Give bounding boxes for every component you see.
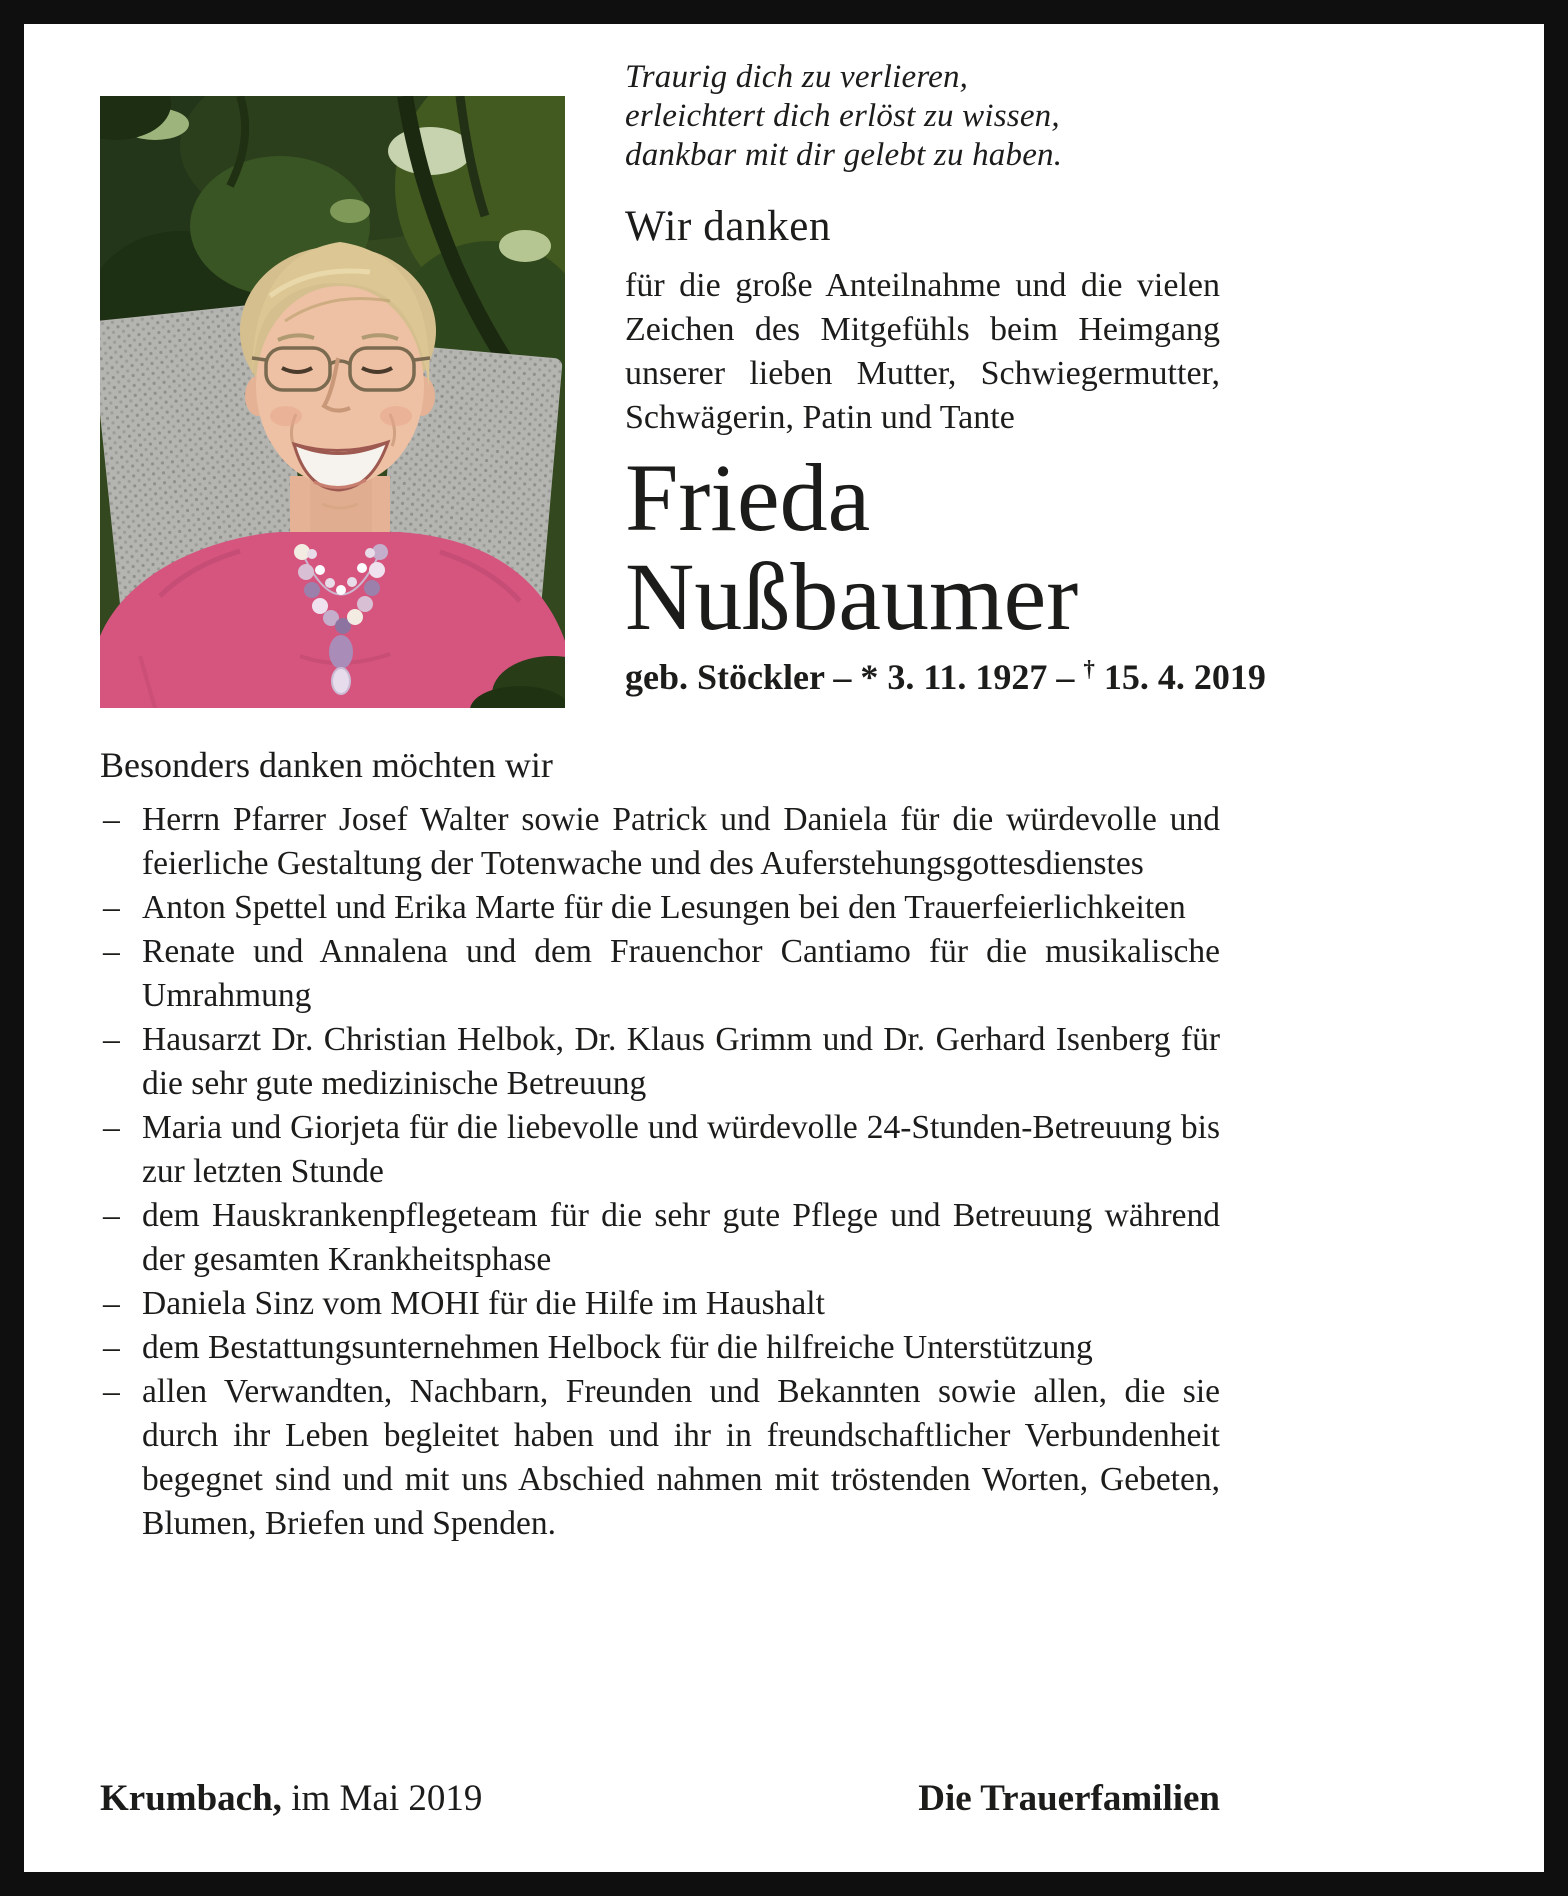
thanks-heading: Wir danken <box>625 203 832 250</box>
list-dash: – <box>103 1021 120 1058</box>
list-item-text: allen Verwandten, Nachbarn, Freunden und Bekannten sowie allen, die sie durch ihr Leben begleitet haben und ihr in freundschaftlicher Verbundenheit begegnet sind und mit uns Abschied nahmen mit tröstenden Worten, Gebeten, Blumen, Briefen und Spenden. <box>142 1373 1220 1542</box>
list-item-text: Renate und Annalena und dem Frauenchor Cantiamo für die musikalische Umrahmung <box>142 933 1220 1014</box>
list-item-text: dem Hauskrankenpflegeteam für die sehr gute Pflege und Betreuung während der gesamten Krankheitsphase <box>142 1197 1220 1278</box>
list-item <box>100 1194 1220 1282</box>
list-item <box>100 886 1220 930</box>
list-item-text: Daniela Sinz vom MOHI für die Hilfe im Haushalt <box>142 1285 825 1322</box>
special-thanks-list <box>100 798 1220 1546</box>
footer-date: im Mai 2019 <box>281 1778 483 1819</box>
verse-line: Traurig dich zu verlieren, <box>625 59 969 95</box>
death-date: 15. 4. 2019 <box>1094 657 1266 697</box>
list-item <box>100 930 1220 1018</box>
page-content <box>24 24 1544 1872</box>
place-and-date <box>100 1777 482 1820</box>
list-dash: – <box>103 801 120 838</box>
footer-place: Krumbach, <box>100 1778 282 1819</box>
list-dash: – <box>103 1197 120 1234</box>
intro-column <box>625 58 1266 698</box>
list-item-text: Hausarzt Dr. Christian Helbok, Dr. Klaus Grimm und Dr. Gerhard Isenberg für die sehr gute medizinische Betreuung <box>142 1021 1220 1102</box>
verse-line: dankbar mit dir gelebt zu haben. <box>625 137 1063 173</box>
verse-line: erleichtert dich erlöst zu wissen, <box>625 98 1060 134</box>
list-item <box>100 1370 1220 1546</box>
list-dash: – <box>103 1285 120 1322</box>
footer <box>100 1777 1220 1820</box>
list-item <box>100 1018 1220 1106</box>
list-item-text: Anton Spettel und Erika Marte für die Lesungen bei den Trauerfeierlichkeiten <box>142 889 1186 926</box>
list-dash: – <box>103 1373 120 1410</box>
header-section <box>100 58 1266 708</box>
list-dash: – <box>103 1329 120 1366</box>
list-dash: – <box>103 1109 120 1146</box>
list-item <box>100 1326 1220 1370</box>
list-item-text: Maria und Giorjeta für die liebevolle und würdevolle 24-Stunden-Betreuung bis zur letzten Stunde <box>142 1109 1220 1190</box>
list-item-text: dem Bestattungsunternehmen Helbock für die hilfreiche Unterstützung <box>142 1329 1093 1366</box>
list-dash: – <box>103 889 120 926</box>
birth-info: geb. Stöckler – * 3. 11. 1927 – <box>625 657 1084 697</box>
list-item <box>100 798 1220 886</box>
list-item-text: Herrn Pfarrer Josef Walter sowie Patrick und Daniela für die würdevolle und feierliche Gestaltung der Totenwache und des Auferstehungsgottesdienstes <box>142 801 1220 882</box>
deceased-last-name: Nußbaumer <box>625 543 1079 650</box>
memorial-verse <box>625 58 1220 175</box>
list-item <box>100 1282 1220 1326</box>
deceased-first-name: Frieda <box>625 444 871 551</box>
list-dash: – <box>103 933 120 970</box>
acknowledgement-text: für die große Anteilnahme und die vielen Zeichen des Mitgefühls beim Heimgang unserer lieben Mutter, Schwiegermutter, Schwägerin, Patin und Tante <box>625 267 1220 436</box>
special-thanks-heading: Besonders danken möchten wir <box>100 745 553 785</box>
portrait-photo <box>100 96 565 708</box>
deceased-name <box>625 444 1220 650</box>
list-item <box>100 1106 1220 1194</box>
dagger-symbol: † <box>1083 656 1095 681</box>
mourning-families: Die Trauerfamilien <box>918 1778 1220 1819</box>
life-dates <box>625 656 1266 698</box>
